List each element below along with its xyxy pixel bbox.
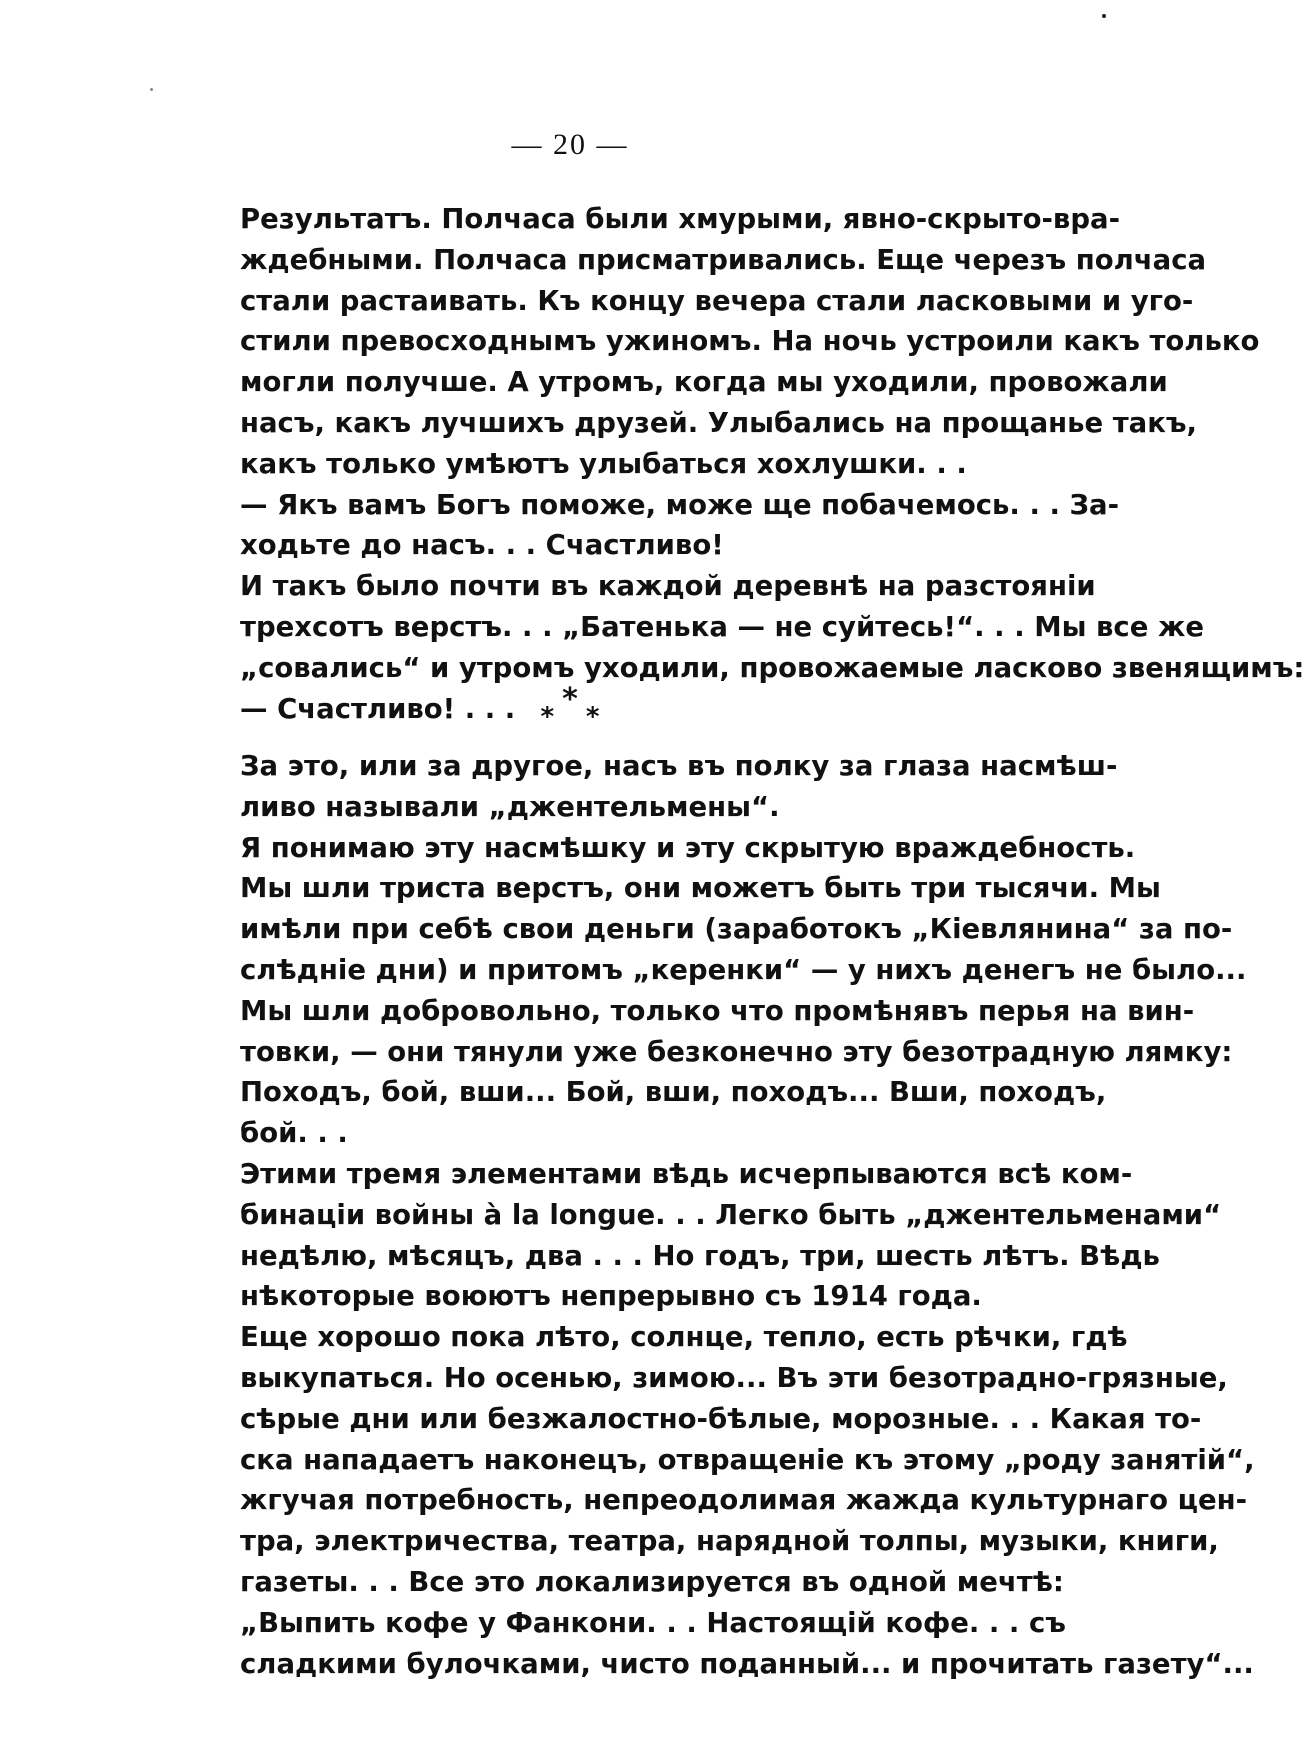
text-line: Походъ, бой, вши... Бой, вши, походъ... Вши, походъ,: [240, 1076, 1107, 1109]
text-line: тра, электричества, театра, нарядной толпы, музыки, книги,: [240, 1525, 1219, 1558]
text-line: стали растаивать. Къ концу вечера стали ласковыми и уго-: [240, 284, 1194, 317]
text-line: недѣлю, мѣсяцъ, два . . . Но годъ, три, шесть лѣтъ. Вѣдь: [240, 1239, 1160, 1272]
paragraph: [166, 485, 1119, 567]
text-line: Мы шли триста верстъ, они можетъ быть три тысячи. Мы: [240, 872, 1161, 905]
scan-speck: [1102, 14, 1106, 18]
asterism-star-top: *: [562, 682, 578, 717]
text-line: жгучая потребность, непреодолимая жажда культурнаго цен-: [240, 1484, 1248, 1517]
text-line: бой. . .: [240, 1117, 348, 1150]
paragraph: [166, 1317, 1255, 1603]
text-line: Еще хорошо пока лѣто, солнце, тепло, есть рѣчки, гдѣ: [240, 1321, 1128, 1354]
text-line: — Счастливо! . . .: [240, 692, 516, 725]
section-asterism: [0, 682, 1140, 732]
text-line: какъ только умѣютъ улыбаться хохлушки. . .: [240, 447, 967, 480]
text-line: ходьте до насъ. . . Счастливо!: [240, 529, 724, 562]
text-block-bottom: [166, 746, 1255, 1684]
text-line: могли получше. А утромъ, когда мы уходили, провожали: [240, 366, 1168, 399]
text-line: ливо называли „джентельмены“.: [240, 790, 780, 823]
text-line: „совались“ и утромъ уходили, провожаемые ласково звенящимъ:: [240, 651, 1304, 684]
text-line: Я понимаю эту насмѣшку и эту скрытую враждебность.: [240, 831, 1136, 864]
text-line: И такъ было почти въ каждой деревнѣ на разстояніи: [240, 570, 1096, 603]
text-line: бинаціи войны à la longue. . . Легко быть „джентельменами“: [240, 1198, 1222, 1231]
text-line: выкупаться. Но осенью, зимою... Въ эти безотрадно-грязные,: [240, 1361, 1228, 1394]
text-line: газеты. . . Все это локализируется въ одной мечтѣ:: [240, 1565, 1064, 1598]
paragraph: [166, 1154, 1222, 1317]
text-line: „Выпить кофе у Фанкони. . . Настоящій кофе. . . съ: [240, 1606, 1066, 1639]
asterism-star-right: *: [585, 702, 600, 732]
text-line: товки, — они тянули уже безконечно эту безотрадную лямку:: [240, 1035, 1233, 1068]
text-line: насъ, какъ лучшихъ друзей. Улыбались на прощанье такъ,: [240, 406, 1198, 439]
text-line: ждебными. Полчаса присматривались. Еще черезъ полчаса: [240, 243, 1207, 276]
text-line: — Якъ вамъ Богъ поможе, може ще побачемось. . . За-: [240, 488, 1119, 521]
text-line: нѣкоторые воюютъ непрерывно съ 1914 года.: [240, 1280, 982, 1313]
page-number: — 20 —: [511, 128, 629, 161]
text-line: сѣрые дни или безжалостно-бѣлые, морозные. . . Какая то-: [240, 1402, 1202, 1435]
asterism-star-left: *: [540, 702, 555, 732]
text-block-top: [166, 199, 1304, 729]
text-line: слѣдніе дни) и притомъ „керенки“ — у нихъ денегъ не было...: [240, 953, 1247, 986]
text-line: имѣли при себѣ свои деньги (заработокъ „Кіевлянина“ за по-: [240, 913, 1233, 946]
paragraph: [166, 746, 1118, 828]
scan-speck: [150, 88, 153, 91]
text-line: сладкими булочками, чисто поданный... и прочитать газету“...: [240, 1647, 1254, 1680]
text-line: стили превосходнымъ ужиномъ. На ночь устроили какъ только: [240, 325, 1260, 358]
text-line: Результатъ. Полчаса были хмурыми, явно-скрыто-вра-: [240, 203, 1120, 235]
paragraph: [166, 1603, 1254, 1685]
paragraph: [166, 1072, 1107, 1154]
text-line: Мы шли добровольно, только что промѣнявъ перья на вин-: [240, 994, 1195, 1027]
text-line: ска нападаетъ наконецъ, отвращеніе къ этому „роду занятій“,: [240, 1443, 1255, 1476]
text-line: трехсотъ верстъ. . . „Батенька — не суйтесь!“. . . Мы все же: [240, 610, 1204, 643]
text-line: За это, или за другое, насъ въ полку за глаза насмѣш-: [240, 750, 1118, 782]
text-line: Этими тремя элементами вѣдь исчерпываются всѣ ком-: [240, 1157, 1133, 1190]
paragraph: [166, 566, 1304, 688]
paragraph: [166, 199, 1260, 485]
paragraph: [166, 828, 1247, 1073]
